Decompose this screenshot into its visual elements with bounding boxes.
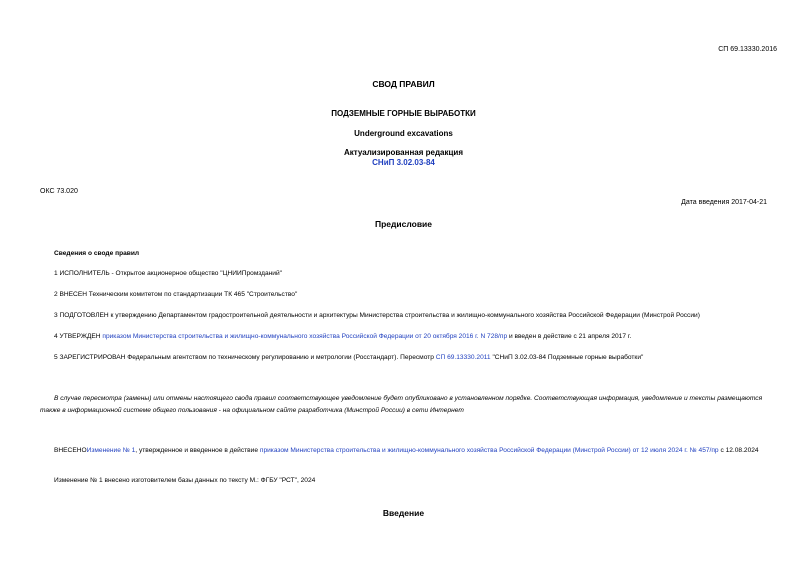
amendment-prefix: ВНЕСЕНО [54, 447, 87, 454]
item-5-prefix: 5 ЗАРЕГИСТРИРОВАН Федеральным агентством по техническому регулированию и метрологии (Росстандарт). Пересмотр [54, 354, 436, 361]
item-4 [54, 333, 631, 340]
approval-order-link[interactable]: приказом Министерства строительства и жилищно-коммунального хозяйства Российской Федерации от 20 октября 2016 г. N 728/пр [102, 333, 508, 340]
item-5 [54, 354, 643, 361]
amendment-suffix: с 12.08.2024 [718, 447, 759, 454]
code-of-rules-heading: СВОД ПРАВИЛ [372, 79, 435, 89]
item-1: 1 ИСПОЛНИТЕЛЬ - Открытое акционерное общество "ЦНИИПромзданий" [54, 270, 283, 277]
amendment-1-link[interactable]: Изменение № 1 [86, 447, 136, 454]
item-5-suffix: "СНиП 3.02.03-84 Подземные горные выработки" [490, 354, 644, 361]
sp-2011-link[interactable]: СП 69.13330.2011 [435, 354, 491, 361]
snip-link[interactable]: СНиП 3.02.03-84 [372, 158, 435, 167]
item-2: 2 ВНЕСЕН Техническим комитетом по стандартизации ТК 465 "Строительство" [54, 291, 298, 298]
introduction-heading: Введение [382, 508, 425, 518]
oks-code: ОКС 73.020 [40, 188, 78, 195]
info-heading: Сведения о своде правил [54, 250, 140, 257]
foreword-heading: Предисловие [374, 219, 433, 229]
intro-date: Дата введения 2017-04-21 [681, 199, 767, 206]
item-4-prefix: 4 УТВЕРЖДЕН [54, 333, 103, 340]
amendment-note: Изменение № 1 внесено изготовителем базы данных по тексту М.: ФГБУ "РСТ", 2024 [54, 477, 316, 484]
revision-notice: В случае пересмотра (замены) или отмены настоящего свода правил соответствующее уведомление будет опубликовано в установленном порядке. Соответствующая информация, уведомление и тексты размещаются также в информационной системе общего пользования - на официальном сайте разработчика (Минстрой России) в сети Интернет [40, 395, 763, 414]
amendment-mid: , утвержденное и введенное в действие [135, 447, 260, 454]
item-3: 3 ПОДГОТОВЛЕН к утверждению Департаментом градостроительной деятельности и архитектуры Министерства строительства и жилищно-коммунального хозяйства Российской Федерации (Минстрой России) [54, 312, 700, 319]
document-title-english: Underground excavations [354, 129, 453, 138]
document-title: ПОДЗЕМНЫЕ ГОРНЫЕ ВЫРАБОТКИ [331, 109, 476, 118]
amendment-order-link[interactable]: приказом Министерства строительства и жилищно-коммунального хозяйства Российской Федерации (Минстрой России) от 12 июля 2024 г. № 457/пр [259, 447, 719, 454]
item-4-suffix: и введен в действие с 21 апреля 2017 г. [507, 333, 632, 340]
document-number: СП 69.13330.2016 [718, 46, 777, 53]
amendment-paragraph [40, 445, 768, 457]
revision-label: Актуализированная редакция [344, 148, 463, 157]
